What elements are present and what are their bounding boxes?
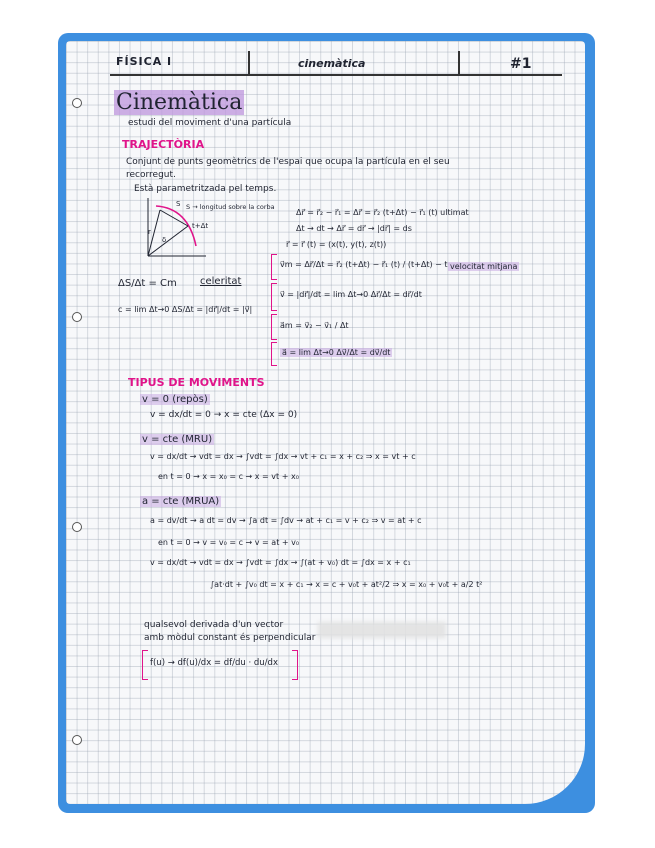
section-heading-tipus: TIPUS DE MOVIMENTS [128,376,265,389]
mru-eq-1: v = dx/dt → vdt = dx → ∫vdt = ∫dx → vt + c₁ = x + c₂ ⇒ x = vt + c [150,452,416,461]
mrua-eq-4: ∫at·dt + ∫v₀ dt = x + c₁ → x = c + v₀t + at²/2 ⇒ x = x₀ + v₀t + a/2 t² [210,580,483,589]
header-divider-1 [248,51,250,75]
section-heading-trajectoria: TRAJECTÒRIA [122,138,205,151]
diagram-label-delta: δ [162,236,167,244]
bracket-vm [271,254,277,280]
binder-hole-1 [72,98,82,108]
binder-hole-4 [72,735,82,745]
graph-paper-sheet [66,41,585,804]
derivada-text-1: qualsevol derivada d'un vector [144,620,284,630]
label-velocitat-mitjana: velocitat mitjana [450,262,518,271]
binder-hole-2 [72,312,82,322]
diagram-s-caption: S → longitud sobre la corba [186,203,275,211]
mrua-eq-1: a = dv/dt → a dt = dv → ∫a dt = ∫dv → at + c₁ = v + c₂ ⇒ v = at + c [150,516,422,525]
header-underline [110,74,562,76]
bracket-am [271,314,277,340]
label-celeritat: celeritat [200,276,242,287]
eq-vm: v⃗m = Δr⃗/Δt = r⃗₂ (t+Δt) − r⃗₁ (t) / (t+Δt) − t [280,260,448,269]
mru-title: v = cte (MRU) [142,434,213,445]
repos-eq: v = dx/dt = 0 → x = cte (Δx = 0) [150,410,298,420]
diagram-label-s: S [176,200,181,208]
trajectoria-text-3: Està parametritzada pel temps. [134,184,277,194]
header-subject: FÍSICA I [116,55,173,68]
header-divider-2 [458,51,460,75]
header-number: #1 [510,56,532,72]
eq-c: c = lim Δt→0 ΔS/Δt = |dr⃗|/dt = |v⃗| [118,305,253,314]
bracket-chain-rule [142,650,148,680]
page-title: Cinemàtica [116,90,243,115]
eq-a: a⃗ = lim Δt→0 Δv⃗/Δt = dv⃗/dt [282,348,391,357]
repos-title: v = 0 (repòs) [142,394,208,405]
redacted-smudge [318,622,446,638]
derivada-text-2: amb mòdul constant és perpendicular [144,633,316,643]
diagram-label-tdt: t+Δt [192,222,209,230]
eq-position-vector: r⃗ = r⃗ (t) = (x(t), y(t), z(t)) [286,240,387,249]
diagram-label-r: r [148,228,151,236]
mrua-eq-3: v = dx/dt → vdt = dx → ∫vdt = ∫dx → ∫(at + v₀) dt = ∫dx = x + c₁ [150,558,411,567]
bracket-v [271,283,277,311]
header-topic: cinemàtica [298,57,366,70]
mrua-eq-2: en t = 0 → v = v₀ = c → v = at + v₀ [158,538,300,547]
bracket-chain-rule-right [292,650,298,680]
eq-limit-ds: Δt → dt → Δr⃗ = dr⃗ → |dr⃗| = ds [296,224,412,233]
eq-chain-rule: f(u) → df(u)/dx = df/du · du/dx [150,658,278,668]
bracket-a [271,342,277,366]
binder-hole-3 [72,522,82,532]
mrua-title: a = cte (MRUA) [142,496,220,507]
page-subtitle: estudi del moviment d'una partícula [128,118,292,128]
mru-eq-2: en t = 0 → x = x₀ = c → x = vt + x₀ [158,472,299,481]
trajectoria-text-1: Conjunt de punts geomètrics de l'espai que ocupa la partícula en el seu [126,157,450,167]
eq-am: a⃗m = v⃗₂ − v⃗₁ / Δt [280,321,349,330]
trajectoria-text-2: recorregut. [126,170,176,180]
eq-cm: ΔS/Δt = Cm [118,278,177,289]
eq-v: v⃗ = |dr⃗|/dt = lim Δt→0 Δr⃗/Δt = dr⃗/dt [280,290,422,299]
eq-delta-r: Δr⃗ = r⃗₂ − r⃗₁ = Δr⃗ = r⃗₂ (t+Δt) − r⃗₁ (t) ultimat [296,208,469,217]
